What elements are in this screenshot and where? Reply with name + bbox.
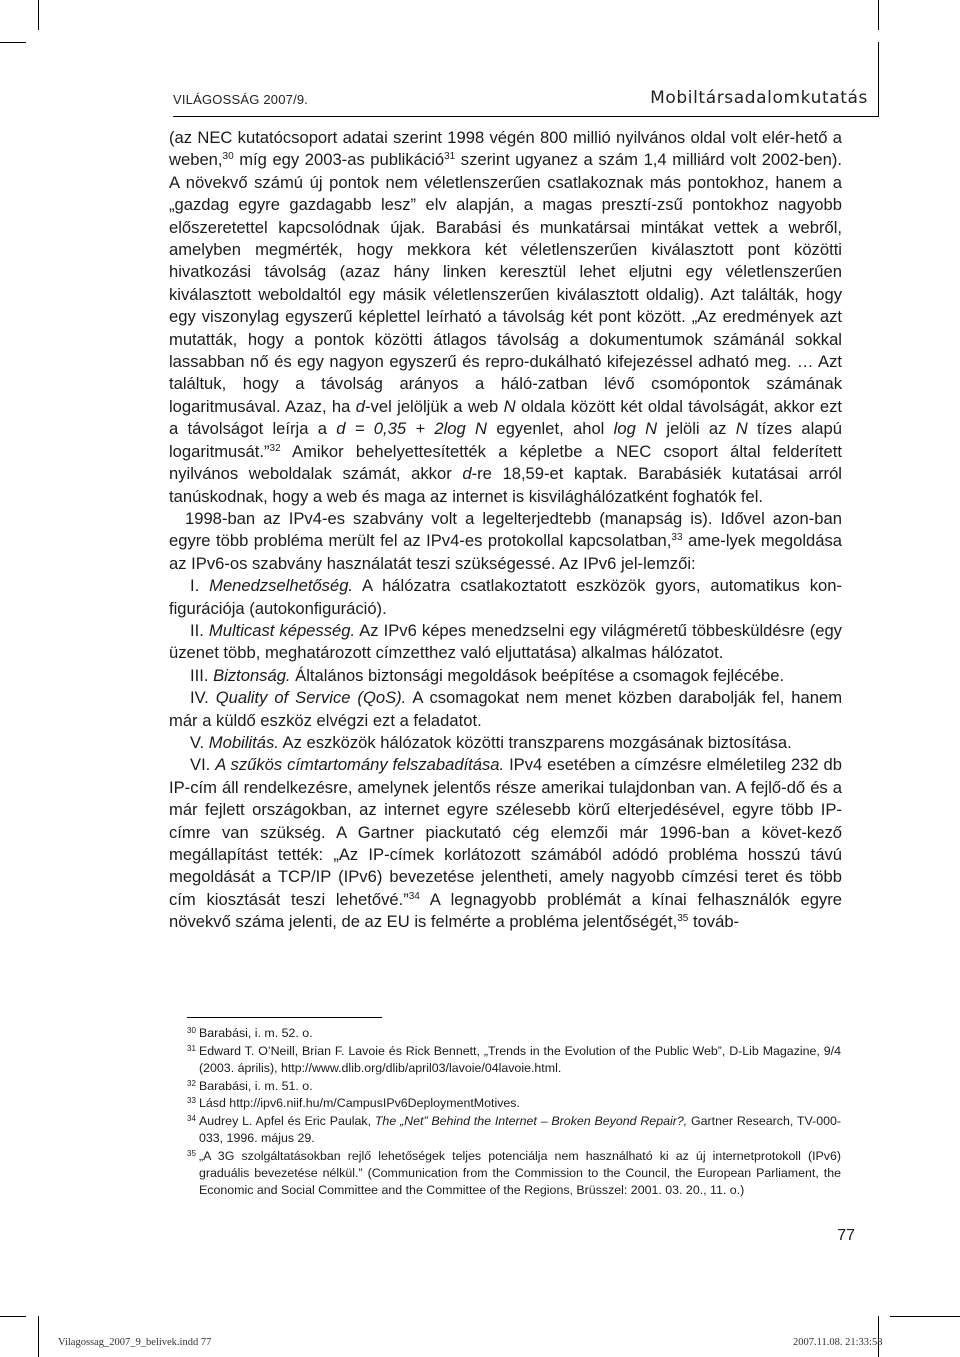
footnote: 35 „A 3G szolgáltatásokban rejlő lehetőségek teljes potenciálja nem használható ki az új internetprotokoll (IPv6) graduális bevezetése nélkül.” (Communication from the Commission to the Council, the European Parliament, the Economic and Social Committee and the Committee of the Regions, Brüsszel: 2001. 03. 20., 11. o.)	[187, 1148, 841, 1198]
page-number: 77	[837, 1227, 855, 1244]
footnote-ref[interactable]: 33	[671, 532, 683, 544]
header-vertical-rule	[878, 42, 879, 117]
formula: d = 0,35 + 2log N	[336, 419, 488, 439]
crop-mark	[38, 0, 39, 30]
footnote: 32 Barabási, i. m. 51. o.	[187, 1078, 313, 1093]
footnote: 31 Edward T. O’Neill, Brian F. Lavoie és Rick Bennett, „Trends in the Evolution of the Public Web”, D-Lib Magazine, 9/4 (2003. április), http://www.dlib.org/dlib/april03/lavoie/04lavoie.html.	[187, 1043, 841, 1075]
list-item: II. Multicast képesség. Az IPv6 képes menedzselni egy világméretű többesküldésre (egy üzenet több, meghatározott címzetthez való eljuttatása) alkalmas hálózatot.	[169, 620, 842, 663]
body-text	[169, 127, 842, 934]
running-header-right: Mobiltársadalomkutatás	[650, 88, 868, 108]
footnote: 34 Audrey L. Apfel és Eric Paulak, The „Net” Behind the Internet – Broken Beyond Repair?, Gartner Research, TV-000-033, 1996. május 29.	[187, 1114, 841, 1146]
footnote: 30 Barabási, i. m. 52. o.	[187, 1026, 313, 1040]
list-item: IV. Quality of Service (QoS). A csomagokat nem menet közben darabolják fel, hanem már a küldő eszköz elvégzi ezt a feladatot.	[169, 688, 843, 730]
running-header-left: VILÁGOSSÁG 2007/9.	[173, 92, 309, 107]
header-rule	[173, 116, 879, 117]
crop-mark	[878, 0, 879, 30]
paragraph: (az NEC kutatócsoport adatai szerint 1998 végén 800 millió nyilvános oldal volt elér-hető a weben,$^{30}$ míg egy 2003-as publikáció$^{31}$ szerint ugyanez a szám 1,4 milliárd volt 2002-ben). A növekvő számú új pontok nem véletlenszerűen csatlakoznak más pontokhoz, hanem a „gazdag egyre gazdagabb lesz” elv alapján, a magas presztí-zsű pontokhoz nagyobb előszeretettel kapcsolódnak újak. Barabási és munkatársai mintákat vettek a webről, amelyben megmérték, hogy mekkora két véletlenszerűen kiválasztott pont közötti hivatkozási távolság (azaz hány linken keresztül lehet eljutni egy véletlenszerűen kiválasztott weboldaltól egy másik véletlenszerűen kiválasztott oldalig). Azt találták, hogy egy viszonylag egyszerű képlettel leírható a távolság két pont között. „Az eredmények azt mutatták, hogy a pontok közötti átlagos távolság a dokumentumok számánál sokkal lassabban nő és egy nagyon egyszerű és repro-dukálható kifejezéssel adható meg. … Azt találtuk, hogy a távolság arányos a háló-zatban lévő csomópontok számának logaritmusával. Azaz, ha d-vel jelöljük a web N oldala között két oldal távolságát, akkor ezt a távolságot leírja a d = 0,35 + 2log N egyenlet, ahol log N jelöli az N tízes alapú logaritmusát.”$^{32}$ Amikor behelyettesítették a képletbe a NEC csoport által felderített nyilvános weboldalak számát, akkor d-re 18,59-et kaptak. Barabásiék kutatásai arról tanúskodnak, hogy a web és maga az internet is kisvilághálózatként foghatók fel.	[169, 128, 843, 506]
crop-mark	[0, 42, 26, 43]
slug-timestamp: 2007.11.08. 21:33:58	[793, 1337, 883, 1348]
footnote-ref[interactable]: 31	[444, 151, 456, 163]
footnote-ref[interactable]: 32	[269, 442, 281, 454]
footnotes	[187, 1025, 841, 1200]
paragraph: 1998-ban az IPv4-es szabvány volt a legelterjedtebb (manapság is). Idővel azon-ban egyre több probléma merült fel az IPv4-es protokollal kapcsolatban,$^{33}$ ame-lyek megoldása az IPv6-os szabvány használatát teszi szükségessé. Az IPv6 jel-lemzői:	[169, 508, 842, 573]
footnote: 33 Lásd http://ipv6.niif.hu/m/CampusIPv6DeploymentMotives.	[187, 1096, 520, 1111]
list-item: I. Menedzselhetőség. A hálózatra csatlakoztatott eszközök gyors, automatikus kon-figurációja (autokonfiguráció).	[169, 576, 842, 618]
crop-mark	[38, 1316, 39, 1357]
crop-mark	[0, 1316, 26, 1317]
slug-filename: Vilagossag_2007_9_belivek.indd 77	[58, 1337, 212, 1348]
list-item: VI. A szűkös címtartomány felszabadítása. IPv4 esetében a címzésre elméletileg 232 db IP-cím áll rendelkezésre, amelynek jelentős része amerikai tulajdonban van. A fejlő-dő és a már fejlett országokban, az internet egyre szélesebb körű elterjedésével, egyre több IP-címre van szükség. A Gartner piackutató cég elemzői már 1996-ban a követ-kező megállapítást tették: „Az IP-címek korlátozott számából adódó probléma hosszú távú megoldását a TCP/IP (IPv6) bevezetése jelentheti, amely nagyobb címzési teret és több cím kiosztását teszi lehetővé.”$^{34}$ A legnagyobb problémát a kínai felhasználók egyre növekvő száma jelenti, de az EU is felmérte a probléma jelentőségét,$^{35}$ továb-	[169, 755, 842, 932]
footnote-rule	[187, 1017, 382, 1018]
footnote-ref[interactable]: 34	[408, 890, 420, 902]
footnote-ref[interactable]: 35	[677, 913, 689, 925]
list-item: V. Mobilitás. Az eszközök hálózatok közötti transzparens mozgásának biztosítása.	[190, 732, 792, 752]
crop-mark	[890, 1316, 960, 1317]
list-item: III. Biztonság. Általános biztonsági megoldások beépítése a csomagok fejlécébe.	[190, 665, 785, 685]
footnote-ref[interactable]: 30	[222, 151, 234, 163]
